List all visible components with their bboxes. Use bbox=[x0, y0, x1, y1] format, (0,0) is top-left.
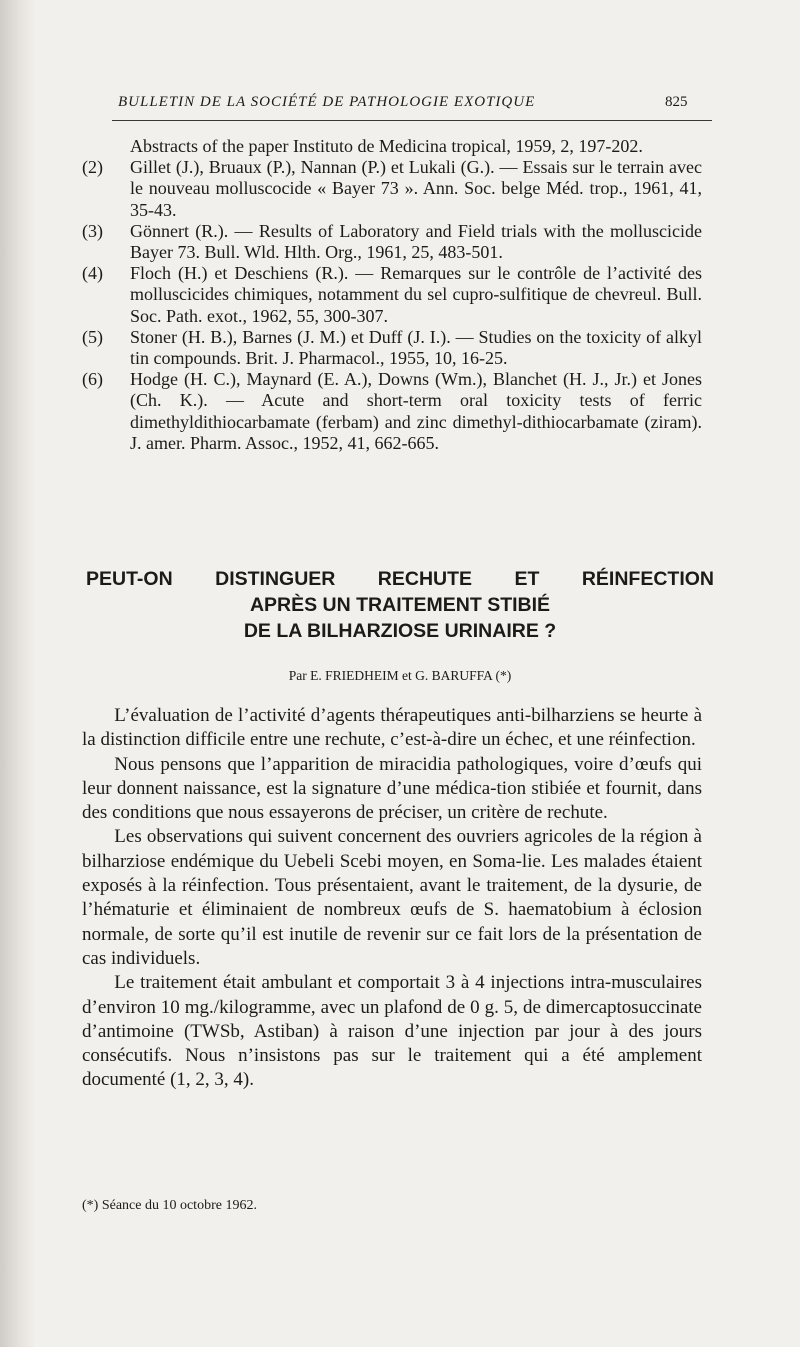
reference-item bbox=[82, 263, 702, 327]
reference-item bbox=[82, 157, 702, 221]
reference-number: (2) bbox=[82, 157, 103, 178]
title-word: ET bbox=[514, 568, 540, 590]
body-paragraph: Les observations qui suivent concernent des ouvriers agricoles de la région à bilharziose endémique du Uebeli Scebi moyen, en Soma-lie. Les malades étaient exposés à la réinfection. Tous présentaient, avant le traitement, de la dysurie, de l’hématurie et éliminaient de nombreux œufs de S. haematobium à éclosion normale, de sorte qu’il est inutile de revenir sur ce fait lors de la présentation de cas individuels. bbox=[82, 826, 702, 969]
reference-item bbox=[82, 136, 702, 157]
title-word: RÉINFECTION bbox=[581, 568, 714, 590]
title-word: DISTINGUER bbox=[215, 568, 336, 590]
reference-text: Gillet (J.), Bruaux (P.), Nannan (P.) et Lukali (G.). — Essais sur le terrain avec le nouveau molluscocide « Bayer 73 ». Ann. Soc. belge Méd. trop., 1961, 41, 35-43. bbox=[130, 157, 702, 220]
reference-text: Abstracts of the paper Instituto de Medicina tropical, 1959, 2, 197-202. bbox=[130, 136, 643, 156]
header-rule bbox=[112, 120, 712, 121]
footnote: (*) Séance du 10 octobre 1962. bbox=[82, 1198, 257, 1213]
title-word: RECHUTE bbox=[377, 568, 473, 590]
author-byline: Par E. FRIEDHEIM et G. BARUFFA (*) bbox=[288, 668, 512, 683]
page-number: 825 bbox=[665, 94, 688, 110]
reference-text: Gönnert (R.). — Results of Laboratory and Field trials with the molluscicide Bayer 73. Bull. Wld. Hlth. Org., 1961, 25, 483-501. bbox=[130, 220, 702, 263]
running-head-title: BULLETIN DE LA SOCIÉTÉ DE PATHOLOGIE EXOTIQUE bbox=[118, 94, 536, 110]
reference-item bbox=[82, 369, 702, 454]
title-line-1 bbox=[80, 566, 720, 592]
body-paragraph: Le traitement était ambulant et comportait 3 à 4 injections intra-musculaires d’environ 10 mg./kilogramme, avec un plafond de 0 g. 5, de dimercaptosuccinate d’antimoine (TWSb, Astiban) à raison d’une injection par jour à des jours consécutifs. Nous n’insistons pas sur le traitement qui a été amplement documenté (1, 2, 3, 4). bbox=[82, 972, 702, 1091]
reference-item bbox=[82, 327, 702, 369]
title-line-2: APRÈS UN TRAITEMENT STIBIÉ bbox=[249, 594, 551, 616]
reference-text: Hodge (H. C.), Maynard (E. A.), Downs (Wm.), Blanchet (H. J., Jr.) et Jones (Ch. K.). — Acute and short-term oral toxicity tests of ferric dimethyldithiocarbamate (ferbam) and zinc dimethyl-dithiocarbamate (ziram). J. amer. Pharm. Assoc., 1952, 41, 662-665. bbox=[130, 369, 702, 453]
article-body bbox=[82, 704, 702, 1093]
title-word: PEUT-ON bbox=[86, 568, 173, 590]
title-line-3: DE LA BILHARZIOSE URINAIRE ? bbox=[243, 620, 557, 642]
body-paragraph: Nous pensons que l’apparition de miracidia pathologiques, voire d’œufs qui leur donnent naissance, est la signature d’une médica-tion stibiée et fournit, dans des conditions que nous essayerons de préciser, un critère de rechute. bbox=[82, 753, 702, 824]
reference-list bbox=[82, 136, 702, 454]
body-paragraph: L’évaluation de l’activité d’agents thérapeutiques anti-bilharziens se heurte à la distinction difficile entre une rechute, c’est-à-dire un échec, et une réinfection. bbox=[82, 705, 702, 751]
article-title bbox=[80, 566, 720, 644]
reference-number: (4) bbox=[82, 263, 103, 284]
reference-text: Floch (H.) et Deschiens (R.). — Remarques sur le contrôle de l’activité des molluscicides chimiques, notamment du sel cupro-sulfitique de chevreul. Bull. Soc. Path. exot., 1962, 55, 300-307. bbox=[130, 263, 702, 326]
reference-number: (5) bbox=[82, 326, 103, 347]
reference-text: Stoner (H. B.), Barnes (J. M.) et Duff (J. I.). — Studies on the toxicity of alkyl tin compounds. Brit. J. Pharmacol., 1955, 10, 16-25. bbox=[130, 326, 702, 369]
reference-number: (3) bbox=[82, 220, 103, 241]
reference-number: (6) bbox=[82, 369, 103, 390]
reference-item bbox=[82, 221, 702, 263]
